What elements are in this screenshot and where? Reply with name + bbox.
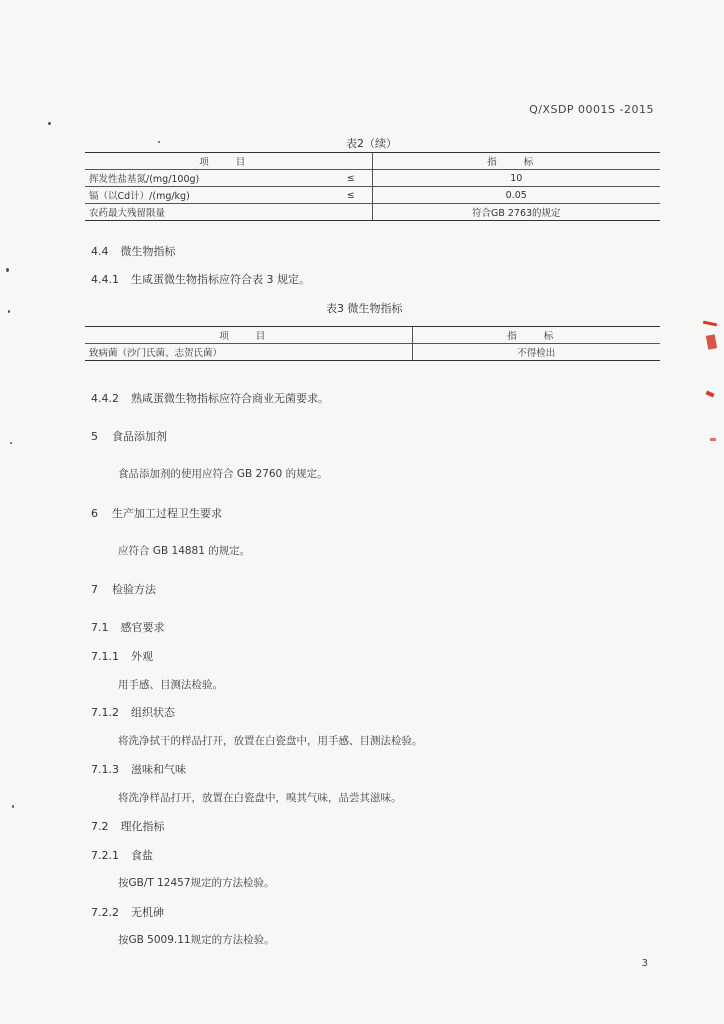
table3-caption: 表3 微生物指标 <box>326 302 403 315</box>
section-title: 食盐 <box>131 849 153 862</box>
section-7-1-1-heading <box>91 648 153 664</box>
table3-header-indicator: 指 标 <box>412 327 660 344</box>
section-number: 4.4.2 <box>91 392 119 405</box>
section-5-heading <box>91 428 167 444</box>
table3 <box>85 326 660 361</box>
page-number: 3 <box>641 958 648 969</box>
section-7-2-heading <box>91 818 165 834</box>
section-number: 7.1 <box>91 621 109 634</box>
section-number: 7 <box>91 583 98 596</box>
section-number: 7.1.3 <box>91 763 119 776</box>
section-7-2-2-heading <box>91 904 164 920</box>
section-number: 6 <box>91 507 98 520</box>
section-number: 7.2.1 <box>91 849 119 862</box>
table-row <box>85 204 660 221</box>
section-number: 7.1.2 <box>91 706 119 719</box>
section-title: 食品添加剂 <box>112 430 167 443</box>
section-7-2-1-heading <box>91 847 153 863</box>
section-7-1-2-body: 将洗净拭干的样品打开，放置在白瓷盘中，用手感、目测法检验。 <box>118 735 423 747</box>
section-7-1-3-body: 将洗净样品打开，放置在白瓷盘中，嗅其气味，品尝其滋味。 <box>118 792 402 804</box>
section-title: 组织状态 <box>131 706 175 719</box>
section-title: 检验方法 <box>112 583 156 596</box>
table3-header-item: 项 目 <box>85 327 412 344</box>
table2-row1-value: 10 <box>372 170 660 187</box>
section-title: 无机砷 <box>131 906 164 919</box>
scan-speck <box>12 805 14 808</box>
stamp-fragment <box>703 321 717 327</box>
section-4-4-1 <box>91 271 310 287</box>
section-5-body: 食品添加剂的使用应符合 GB 2760 的规定。 <box>118 468 328 480</box>
section-title: 微生物指标 <box>120 245 176 258</box>
scan-speck <box>6 268 9 272</box>
section-7-1-1-body: 用手感、目测法检验。 <box>118 679 223 691</box>
table2-row2-item: 镉（以Cd计）/(mg/kg) <box>85 187 330 204</box>
section-title: 生产加工过程卫生要求 <box>112 507 222 520</box>
table2 <box>85 152 660 221</box>
section-7-1-3-heading <box>91 761 186 777</box>
section-number: 5 <box>91 430 98 443</box>
table2-row2-op: ≤ <box>330 187 372 204</box>
section-6-body: 应符合 GB 14881 的规定。 <box>118 545 251 557</box>
table2-row2-value: 0.05 <box>372 187 660 204</box>
stamp-fragment <box>706 334 717 349</box>
table2-row3-value: 符合GB 2763的规定 <box>372 204 660 221</box>
stamp-fragment <box>710 438 716 441</box>
section-title: 感官要求 <box>120 621 165 634</box>
scan-speck <box>8 310 10 313</box>
table2-header-indicator: 指 标 <box>372 153 660 170</box>
paragraph: 生咸蛋微生物指标应符合表 3 规定。 <box>131 273 310 286</box>
table3-row1-value: 不得检出 <box>412 344 660 361</box>
table2-row1-item: 挥发性盐基氮/(mg/100g) <box>85 170 330 187</box>
section-title: 外观 <box>131 650 153 663</box>
table2-row3-op <box>330 204 372 221</box>
section-4-4-2 <box>91 390 329 406</box>
stamp-fragment <box>706 390 715 397</box>
section-number: 7.2 <box>91 820 109 833</box>
table-row <box>85 187 660 204</box>
section-number: 4.4.1 <box>91 273 119 286</box>
scan-speck <box>48 122 51 125</box>
table2-header-item: 项 目 <box>85 153 372 170</box>
section-6-heading <box>91 505 222 521</box>
section-number: 7.1.1 <box>91 650 119 663</box>
scan-speck <box>158 141 160 143</box>
section-4-4 <box>91 243 176 259</box>
table3-row1-item: 致病菌（沙门氏菌、志贺氏菌） <box>85 344 412 361</box>
section-number: 4.4 <box>91 245 109 258</box>
scan-speck <box>10 442 12 444</box>
table2-header-row <box>85 153 660 170</box>
section-7-heading <box>91 581 156 597</box>
table-row <box>85 344 660 361</box>
table2-row1-op: ≤ <box>330 170 372 187</box>
table2-caption: 表2（续） <box>346 137 397 150</box>
section-7-2-1-body: 按GB/T 12457规定的方法检验。 <box>118 877 275 889</box>
table-row <box>85 170 660 187</box>
section-7-1-heading <box>91 619 165 635</box>
standard-code: Q/XSDP 0001S -2015 <box>529 103 654 116</box>
section-7-2-2-body: 按GB 5009.11规定的方法检验。 <box>118 934 275 946</box>
section-title: 理化指标 <box>120 820 165 833</box>
table3-header-row <box>85 327 660 344</box>
section-number: 7.2.2 <box>91 906 119 919</box>
paragraph: 熟咸蛋微生物指标应符合商业无菌要求。 <box>131 392 329 405</box>
section-title: 滋味和气味 <box>131 763 186 776</box>
table2-row3-item: 农药最大残留限量 <box>85 204 330 221</box>
section-7-1-2-heading <box>91 704 175 720</box>
